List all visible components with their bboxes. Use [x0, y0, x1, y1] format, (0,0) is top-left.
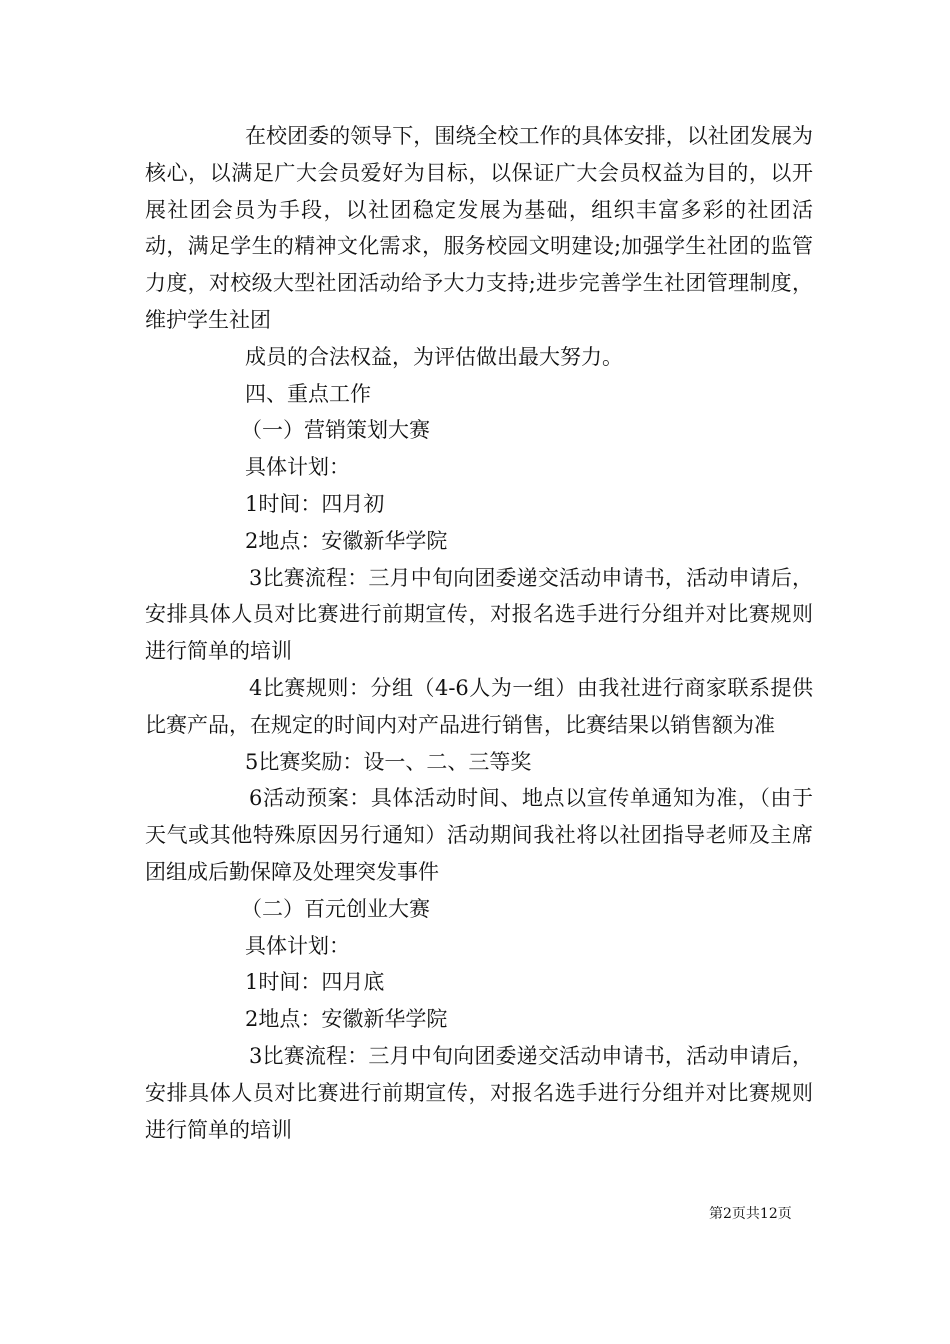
- plan-item-awards: 5比赛奖励：设一、二、三等奖: [245, 749, 532, 774]
- plan-label: 具体计划：: [245, 933, 350, 958]
- plan-item-process: 3比赛流程：三月中旬向团委递交活动申请书，活动申请后，安排具体人员对比赛进行前期宣传，对报名选手进行分组并对比赛规则进行简单的培训: [145, 565, 813, 664]
- plan-item-location: 2地点：安徽新华学院: [245, 528, 448, 553]
- subsection-heading-marketing-contest: （一）营销策划大赛: [241, 418, 430, 443]
- plan-item-time: 1时间：四月底: [245, 970, 385, 995]
- page-number-footer: 第2页共12页: [709, 1206, 792, 1222]
- document-body: [145, 118, 813, 1148]
- plan-item-rules: 4比赛规则：分组（4-6人为一组）由我社进行商家联系提供比赛产品，在规定的时间内对产品进行销售，比赛结果以销售额为准: [145, 675, 813, 737]
- plan-item-process: 3比赛流程：三月中旬向团委递交活动申请书，活动申请后，安排具体人员对比赛进行前期宣传，对报名选手进行分组并对比赛规则进行简单的培训: [145, 1043, 813, 1142]
- subsection-heading-startup-contest: （二）百元创业大赛: [241, 896, 430, 921]
- section-heading-key-work: 四、重点工作: [245, 381, 371, 406]
- plan-item-contingency: 6活动预案：具体活动时间、地点以宣传单通知为准，（由于天气或其他特殊原因另行通知）活动期间我社将以社团指导老师及主席团组成后勤保障及处理突发事件: [145, 786, 813, 884]
- paragraph-intro-continued: 成员的合法权益，为评估做出最大努力。: [245, 344, 623, 369]
- plan-label: 具体计划：: [245, 455, 350, 480]
- plan-item-time: 1时间：四月初: [245, 491, 385, 516]
- paragraph-intro: 在校团委的领导下，围绕全校工作的具体安排，以社团发展为核心，以满足广大会员爱好为目标，以保证广大会员权益为目的，以开展社团会员为手段，以社团稳定发展为基础，组织丰富多彩的社团活动，满足学生的精神文化需求，服务校园文明建设;加强学生社团的监管力度，对校级大型社团活动给予大力支持;进步完善学生社团管理制度，维护学生社团: [145, 124, 813, 332]
- plan-item-location: 2地点：安徽新华学院: [245, 1007, 448, 1032]
